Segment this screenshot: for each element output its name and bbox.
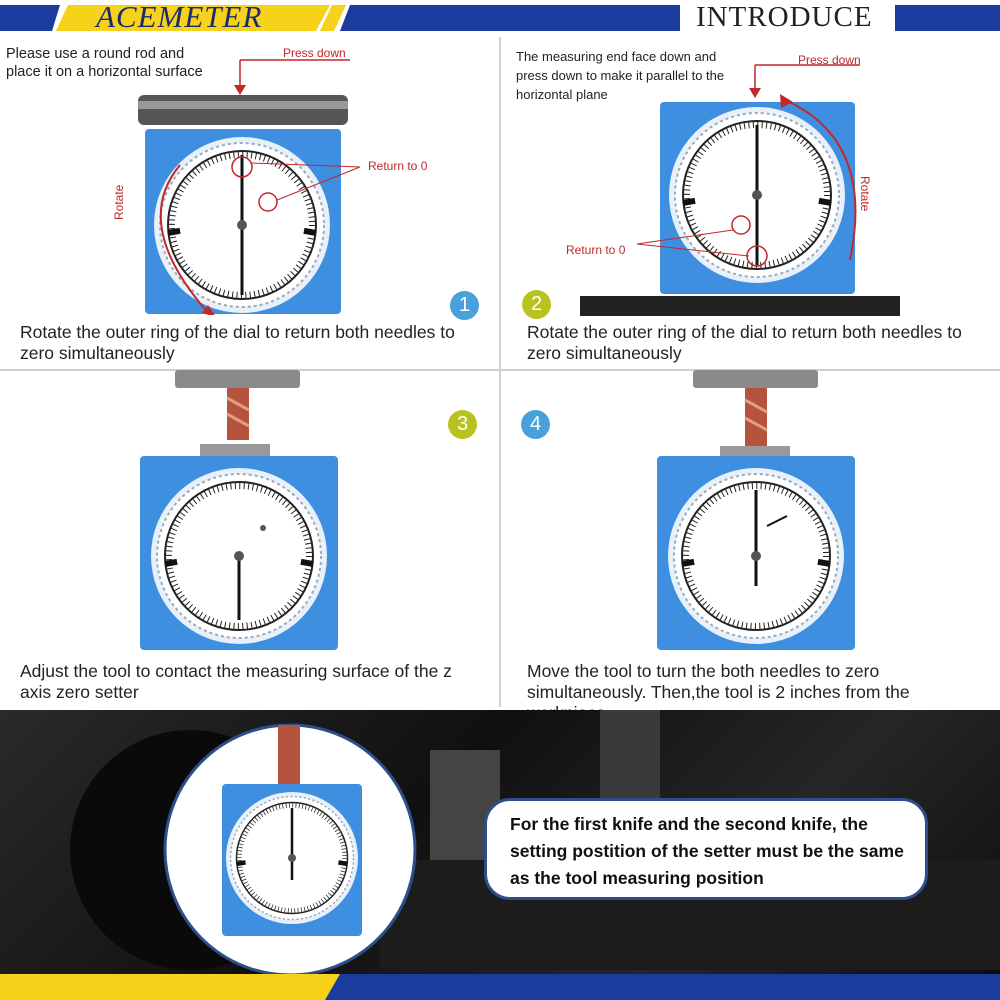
step2-caption: Rotate the outer ring of the dial to return both needles to zero simultaneously xyxy=(527,322,962,363)
step3-badge xyxy=(448,410,477,439)
step4-illustration xyxy=(655,370,865,655)
step1-caption: Rotate the outer ring of the dial to return both needles to zero simultaneously xyxy=(20,322,455,363)
step1-number: 1 xyxy=(458,294,471,316)
step2-rotate-label: Rotate xyxy=(858,176,872,212)
divider-vertical xyxy=(499,37,501,707)
header-bar xyxy=(0,0,1000,36)
step3-caption: Adjust the tool to contact the measuring surface of the z axis zero setter xyxy=(20,661,452,702)
step2-note: The measuring end face down and press down to make it parallel to the horizontal plane xyxy=(516,49,725,102)
step3-illustration xyxy=(135,370,345,655)
step4-badge xyxy=(521,410,550,439)
step1-return-label: Return to 0 xyxy=(368,159,428,173)
bottom-section xyxy=(0,710,1000,1000)
step1-note: Please use a round rod and place it on a horizontal surface xyxy=(6,46,203,80)
step2-press-label: Press down xyxy=(798,53,861,67)
step1-badge xyxy=(450,291,479,320)
bottom-message: For the first knife and the second knife, the setting postition of the setter must be the same as the tool measuring position xyxy=(510,814,904,888)
step4-caption: Move the tool to turn the both needles to zero simultaneously. Then,the tool is 2 inches from the xyxy=(527,661,910,702)
brand-title: ACEMETER xyxy=(96,0,263,34)
step2-return-label: Return to 0 xyxy=(566,243,626,257)
step1-rotate-label: Rotate xyxy=(112,184,126,220)
step1-press-label: Press down xyxy=(283,46,346,60)
page-title: INTRODUCE xyxy=(696,1,873,33)
step3-number: 3 xyxy=(456,413,469,435)
step2-badge xyxy=(522,290,551,319)
step4-number: 4 xyxy=(529,413,542,435)
step1-illustration xyxy=(130,55,460,315)
step2-number: 2 xyxy=(530,293,543,315)
